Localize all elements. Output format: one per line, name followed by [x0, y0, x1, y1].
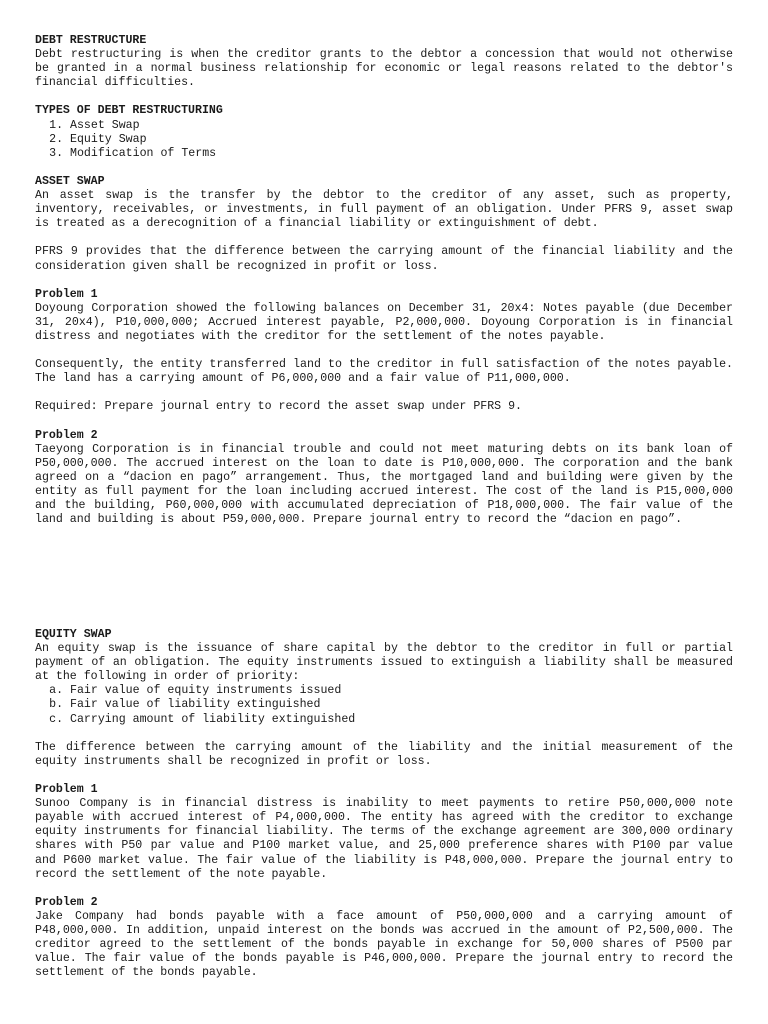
equity-swap-difference-paragraph: The difference between the carrying amount of the liability and the initial measurement of the equity instruments shall be recognized in profit or loss. [35, 740, 733, 768]
types-list [35, 119, 733, 161]
list-item: a. Fair value of equity instruments issued [70, 684, 733, 698]
equity-problem-1-paragraph: Sunoo Company is in financial distress is inability to meet payments to retire P50,000,000 note payable with accrued interest of P4,000,000. The entity has agreed with the creditor to exchange equity instruments for financial liability. The terms of the exchange agreement are 300,000 ordinary shares with P50 par value and P100 market value, and 25,000 preference shares with P100 par value and P600 market value. The fair value of the liability is P48,000,000. Prepare the journal entry to record the settlement of the note payable. [35, 797, 733, 881]
asset-swap-definition: An asset swap is the transfer by the debtor to the creditor of any asset, such as property, inventory, receivables, or investments, in full payment of an obligation. Under PFRS 9, asset swap is treated as a derecognition of a financial liability or extinguishment of debt. [35, 189, 733, 231]
document-section-asset [35, 34, 733, 527]
list-item: 2. Equity Swap [70, 133, 733, 147]
types-heading: TYPES OF DEBT RESTRUCTURING [35, 104, 223, 118]
equity-problem-2-heading: Problem 2 [35, 895, 98, 909]
equity-problem-2-paragraph: Jake Company had bonds payable with a face amount of P50,000,000 and a carrying amount of P48,000,000. In addition, unpaid interest on the bonds was accrued in the amount of P2,500,000. The creditor agreed to the settlement of the bonds payable in exchange for 50,000 shares of P500 par value. The fair value of the bonds payable is P46,000,000. Prepare the journal entry to record the settlement of the bonds payable. [35, 909, 733, 980]
asset-problem-1-required: Required: Prepare journal entry to record the asset swap under PFRS 9. [35, 400, 523, 414]
list-item: b. Fair value of liability extinguished [70, 698, 733, 712]
equity-problem-1-heading: Problem 1 [35, 783, 98, 797]
list-item: c. Carrying amount of liability extinguished [70, 713, 733, 727]
document-section-equity [35, 628, 733, 980]
asset-swap-heading: ASSET SWAP [35, 174, 105, 188]
asset-swap-pfrs-paragraph: PFRS 9 provides that the difference between the carrying amount of the financial liability and the consideration given shall be recognized in profit or loss. [35, 245, 733, 273]
priority-list [35, 684, 733, 726]
asset-problem-1-heading: Problem 1 [35, 287, 98, 301]
debt-restructure-heading: DEBT RESTRUCTURE [35, 34, 147, 47]
asset-problem-2-heading: Problem 2 [35, 428, 98, 442]
list-item: 3. Modification of Terms [70, 147, 733, 161]
debt-restructure-definition: Debt restructuring is when the creditor grants to the debtor a concession that would not otherwise be granted in a normal business relationship for economic or legal reasons related to the debtor's financial difficulties. [35, 48, 733, 90]
asset-problem-1-paragraph-1: Doyoung Corporation showed the following balances on December 31, 20x4: Notes payable (due December 31, 20x4), P10,000,000; Accrued interest payable, P2,000,000. Doyoung Corporation is in financial distress and negotiates with the creditor for the settlement of the notes payable. [35, 301, 733, 343]
asset-problem-1-paragraph-2: Consequently, the entity transferred land to the creditor in full satisfaction of the notes payable. The land has a carrying amount of P6,000,000 and a fair value of P11,000,000. [35, 358, 733, 386]
asset-problem-2-paragraph: Taeyong Corporation is in financial trouble and could not meet maturing debts on its bank loan of P50,000,000. The accrued interest on the loan to date is P10,000,000. The corporation and the bank agreed on a “dacion en pago” arrangement. Thus, the mortgaged land and building were given by the entity as full payment for the loan including accrued interest. The cost of the land is P15,000,000 and the building, P60,000,000 with accumulated depreciation of P18,000,000. The fair value of the land and building is about P59,000,000. Prepare journal entry to record the “dacion en pago”. [35, 442, 733, 527]
equity-swap-definition: An equity swap is the issuance of share capital by the debtor to the creditor in full or partial payment of an obligation. The equity instruments issued to extinguish a liability shall be measured at the following in order of priority: [35, 642, 733, 684]
list-item: 1. Asset Swap [70, 119, 733, 133]
equity-swap-heading: EQUITY SWAP [35, 628, 112, 641]
